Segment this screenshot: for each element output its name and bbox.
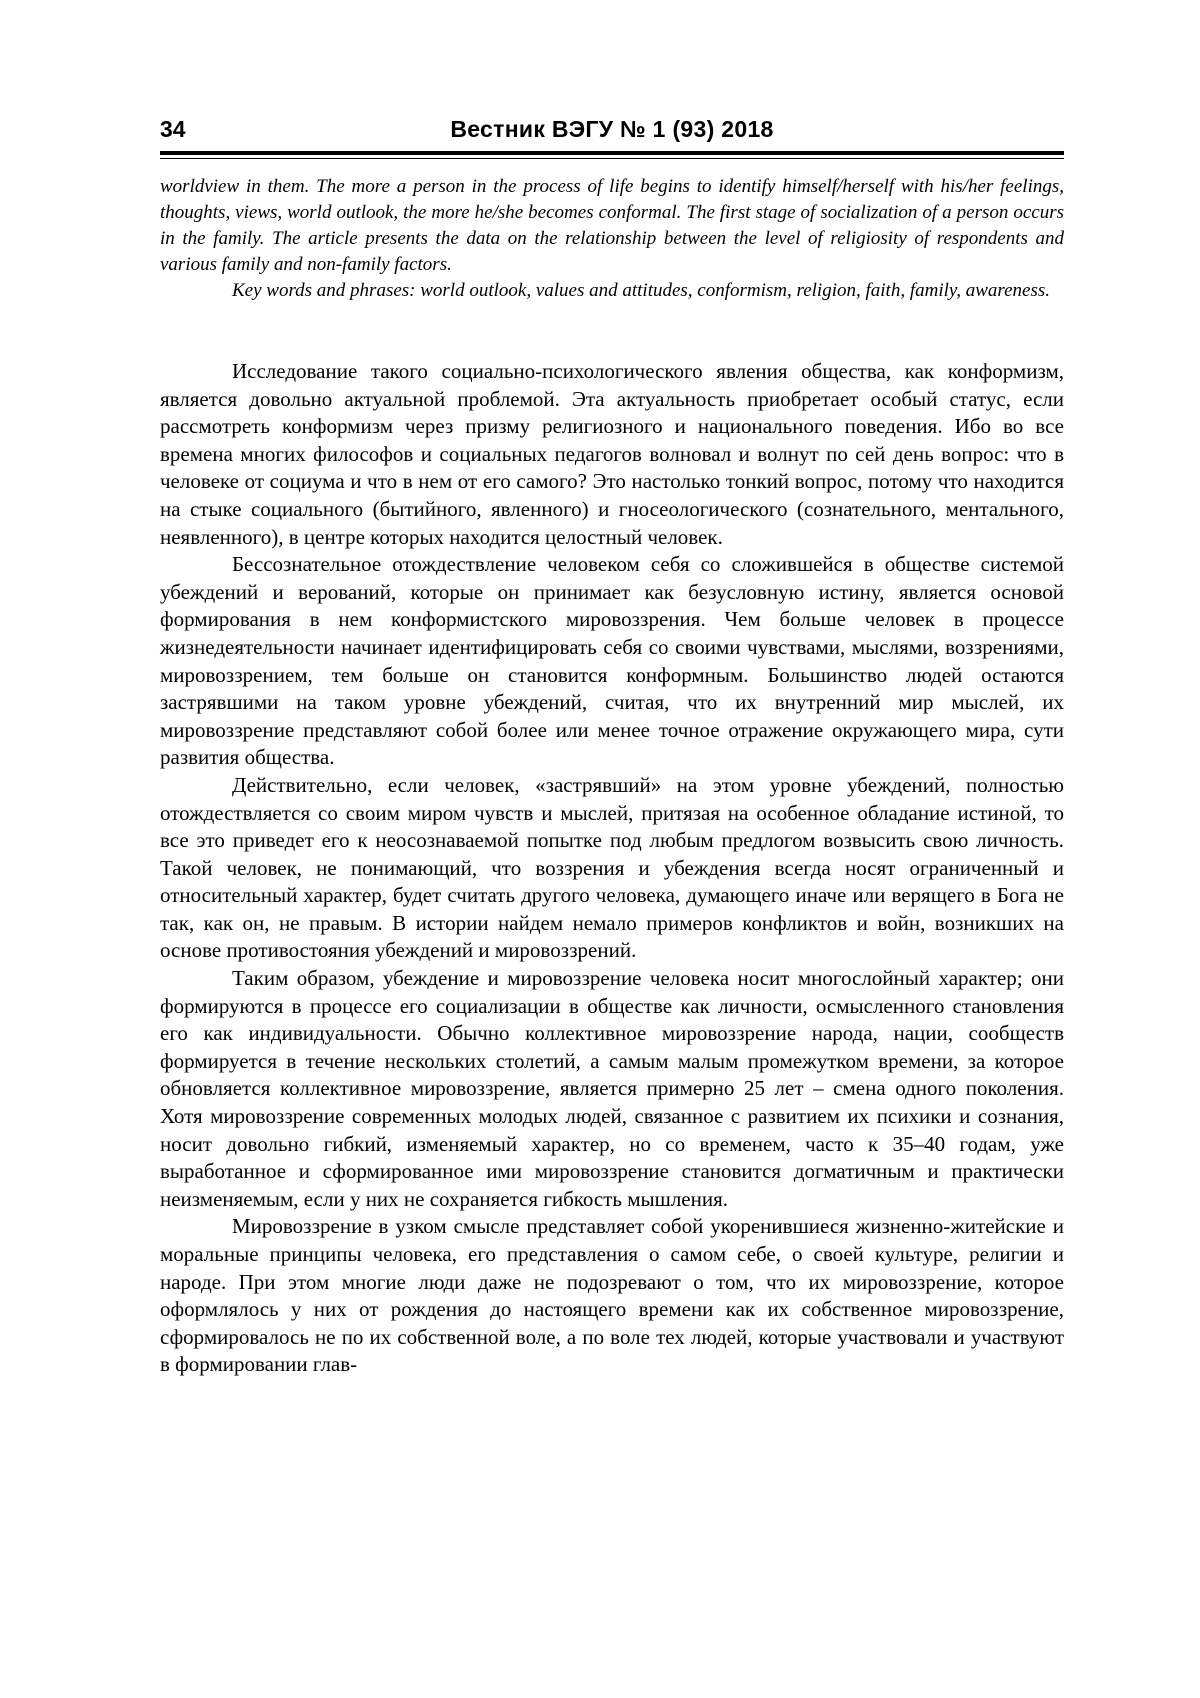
header-rule-thin (160, 158, 1064, 159)
running-header (160, 116, 1064, 150)
article-body (160, 358, 1064, 1379)
page-number: 34 (160, 116, 186, 142)
body-paragraph: Бессознательное отождествление человеком себя со сложившейся в обществе системой убеждений и верований, которые он принимает как безусловную истину, является основой формирования в нем конформистского мировоззрения. Чем больше человек в процессе жизнедеятельности начинает идентифицировать себя со своими чувствами, мыслями, воззрениями, мировоззрением, тем больше он становится конформным. Большинство людей остаются застрявшими на таком уровне убеждений, считая, что их внутренний мир мыслей, их мировоззрение представляют собой более или менее точное отражение окружающего мира, сути развития общества. (160, 552, 1064, 770)
body-paragraph: Таким образом, убеждение и мировоззрение человека носит многослойный характер; они формируются в процессе его социализации в обществе как личности, осмысленного становления его как индивидуальности. Обычно коллективное мировоззрение народа, нации, сообществ формируется в течение нескольких столетий, а самым малым промежутком времени, за которое обновляется коллективное мировоззрение, является примерно 25 лет – смена одного поколения. Хотя мировоззрение современных молодых людей, связанное с развитием их психики и сознания, носит довольно гибкий, изменяемый характер, но со временем, часто к 35–40 годам, уже выработанное и сформированное ими мировоззрение становится догматичным и практически неизменяемым, если у них не сохраняется гибкость мышления. (160, 966, 1064, 1211)
english-abstract (160, 174, 1064, 304)
body-paragraph: Исследование такого социально-психологического явления общества, как конформизм, является довольно актуальной проблемой. Эта актуальность приобретает особый статус, если рассмотреть конформизм через призму религиозного и национального поведения. Ибо во все времена многих философов и социальных педагогов волновал и волнут по сей день вопрос: что в человеке от социума и что в нем от его самого? Это настолько тонкий вопрос, потому что находится на стыке социального (бытийного, явленного) и гносеологического (сознательного, ментального, неявленного), в центре которых находится целостный человек. (160, 359, 1064, 549)
abstract-keywords: Key words and phrases: world outlook, values and attitudes, conformism, religion, faith, family, awareness. (232, 280, 1051, 301)
journal-title: Вестник ВЭГУ № 1 (93) 2018 (450, 116, 774, 142)
abstract-text: worldview in them. The more a person in the process of life begins to identify himself/herself with his/her feelings, thoughts, views, world outlook, the more he/she becomes conformal. The first stage of socialization of a person occurs in the family. The article presents the data on the relationship between the level of religiosity of respondents and various family and non-family factors. (160, 176, 1064, 275)
body-paragraph: Действительно, если человек, «застрявший» на этом уровне убеждений, полностью отождествляется со своим миром чувств и мыслей, притязая на особенное обладание истиной, то все это приведет его к неосознаваемой попытке под любым предлогом возвысить свою личность. Такой человек, не понимающий, что воззрения и убеждения всегда носят ограниченный и относительный характер, будет считать другого человека, думающего иначе или верящего в Бога не так, как он, не правым. В истории найдем немало примеров конфликтов и войн, возникших на основе противостояния убеждений и мировоззрений. (160, 772, 1064, 963)
header-rule-thick (160, 151, 1064, 155)
body-paragraph: Мировоззрение в узком смысле представляет собой укоренившиеся жизненно-житейские и моральные принципы человека, его представления о самом себе, о своей культуре, религии и народе. При этом многие люди даже не подозревают о том, что их мировоззрение, которое оформлялось у них от рождения до настоящего времени как их собственное мировоззрение, сформировалось не по их собственной воле, а по воле тех людей, которые участвовали и участвуют в формировании глав- (160, 1214, 1064, 1377)
